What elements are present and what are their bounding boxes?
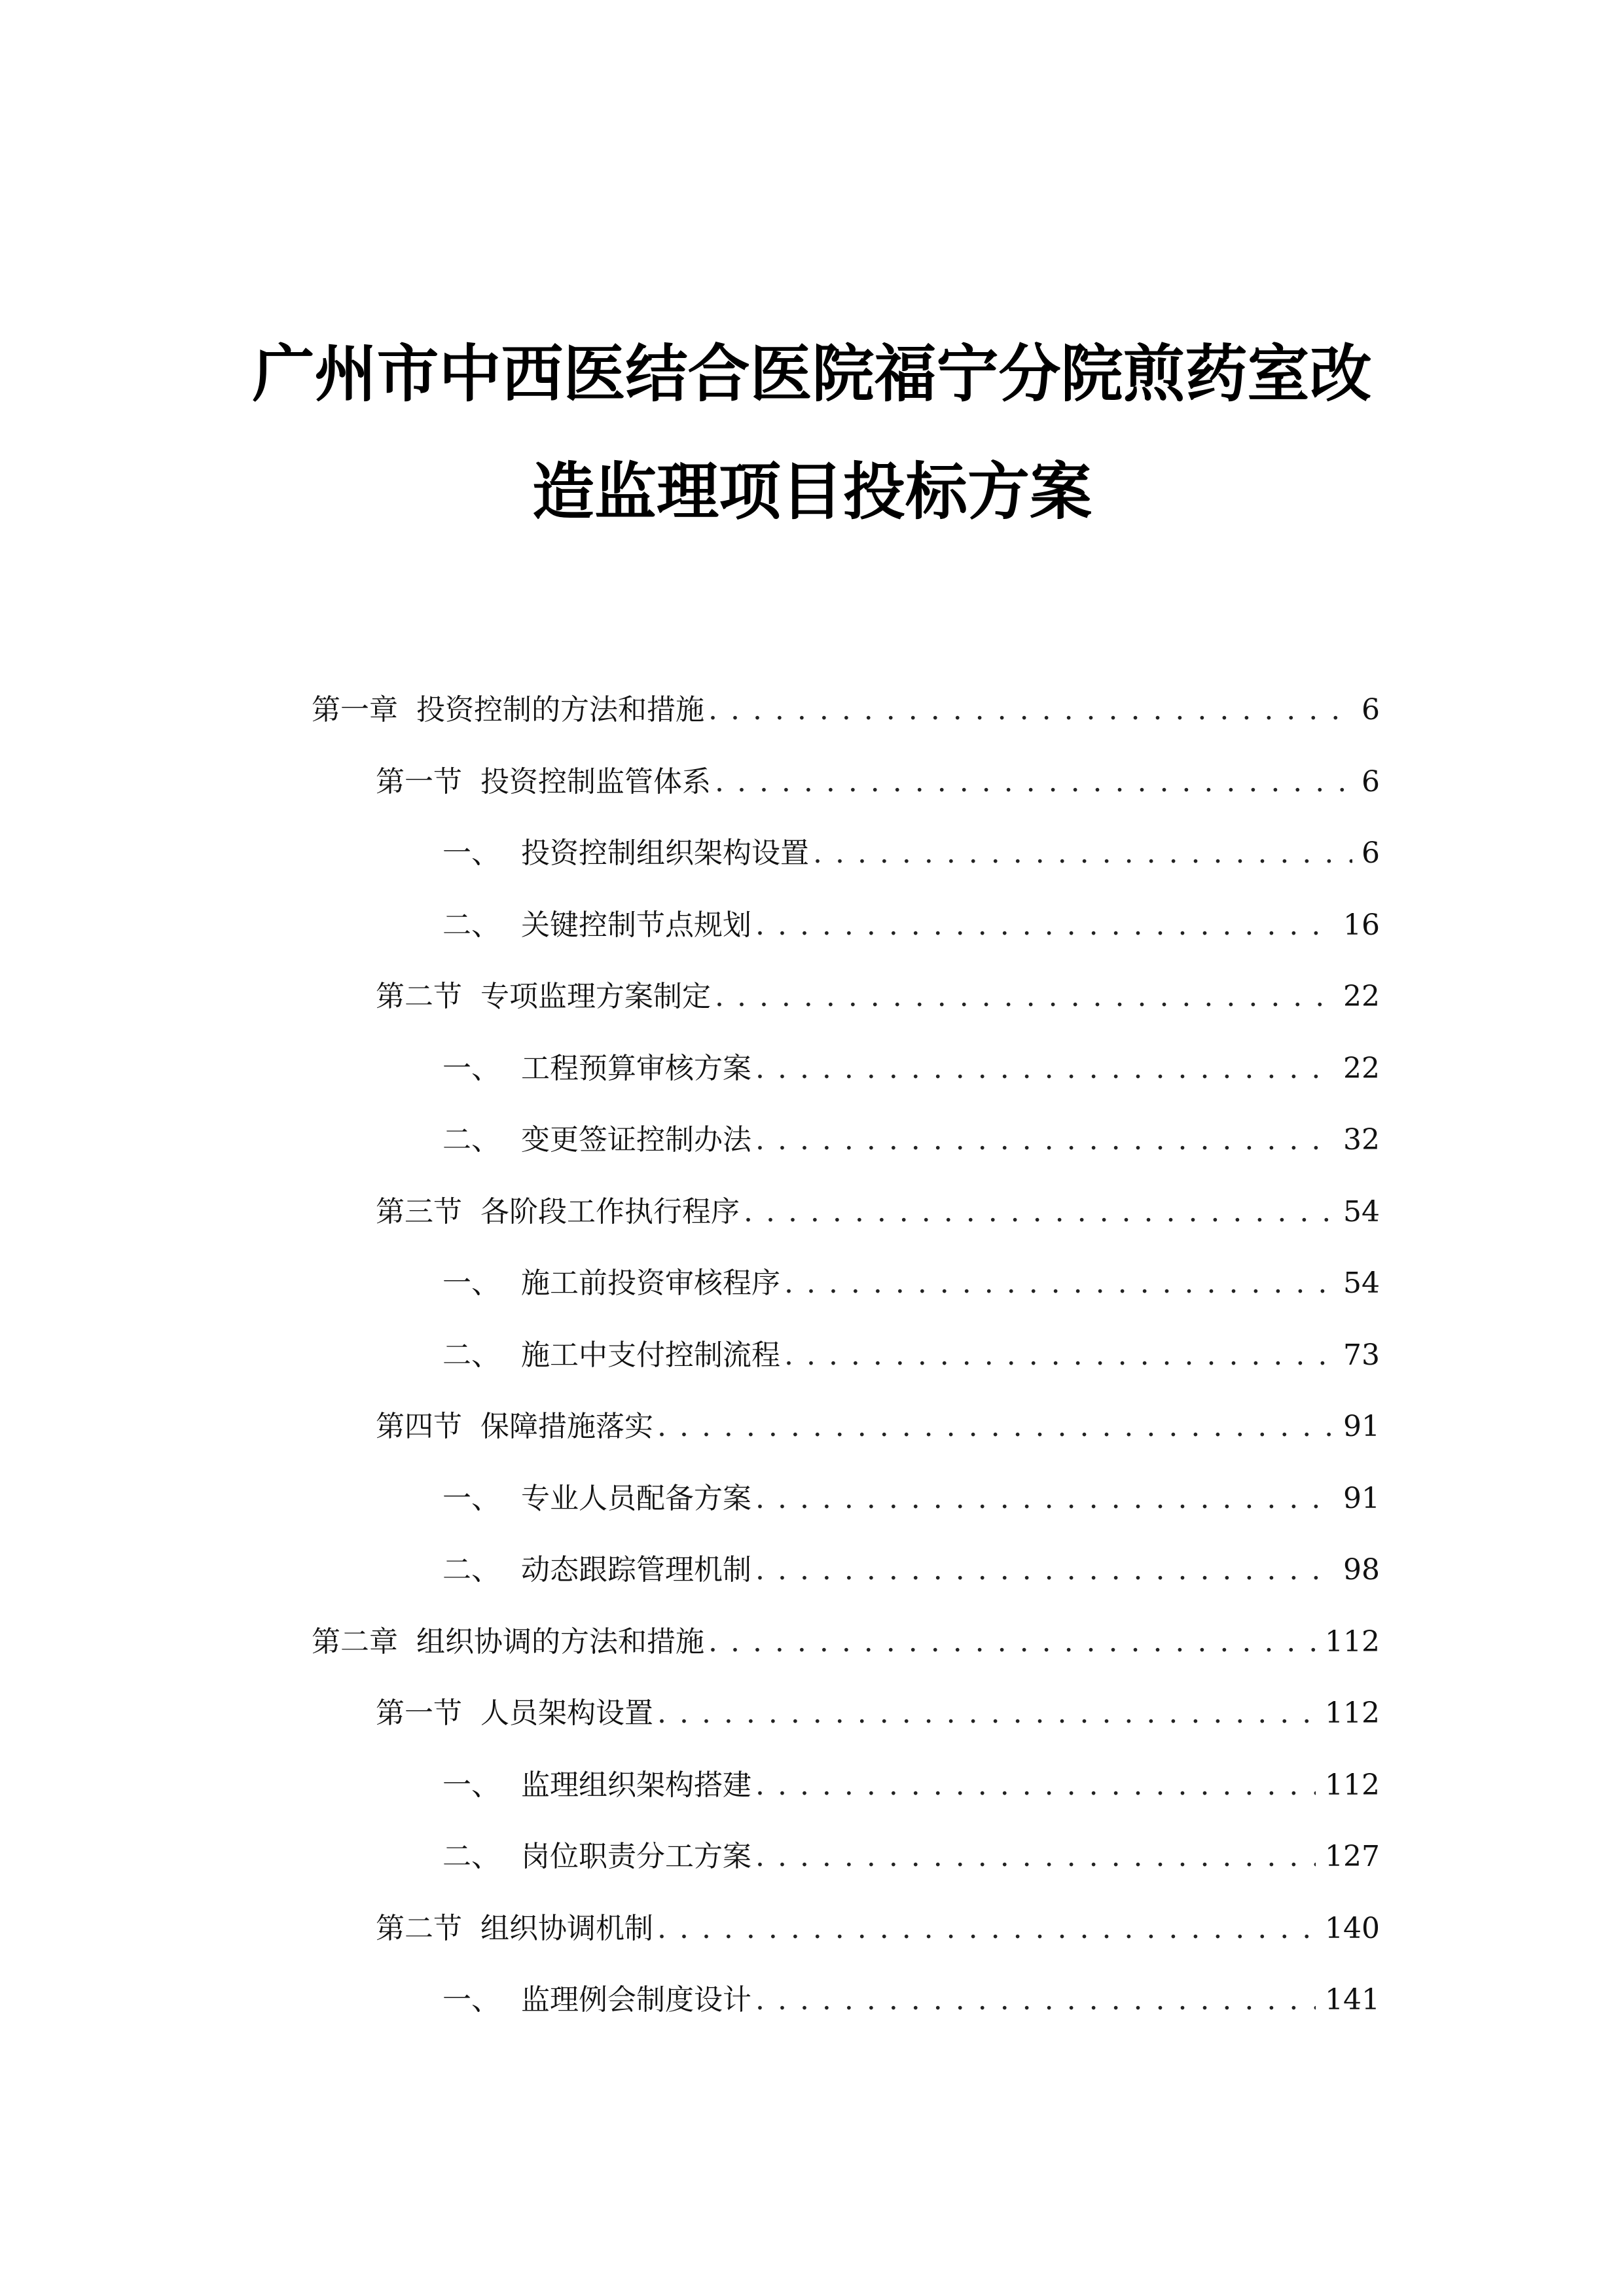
toc-entry[interactable] (442, 1763, 1380, 1808)
toc-entry-number: 二、 (442, 1123, 500, 1157)
toc-entry[interactable] (312, 687, 1380, 733)
toc-leader-dots (657, 1404, 1334, 1450)
toc-entry-label (442, 1977, 755, 2023)
toc-entry-number: 第二节 (376, 1911, 462, 1945)
toc-entry-page-number: 22 (1343, 980, 1380, 1013)
toc-entry[interactable] (376, 974, 1380, 1020)
toc-entry[interactable] (442, 1476, 1380, 1522)
toc-entry-text: 岗位职责分工方案 (521, 1840, 751, 1873)
toc-entry-number: 第二节 (376, 980, 462, 1013)
toc-entry-number: 二、 (442, 1553, 500, 1587)
toc-leader-dots (784, 1333, 1334, 1378)
toc-entry-page-number: 98 (1343, 1553, 1380, 1587)
toc-entry-text: 组织协调机制 (480, 1911, 653, 1945)
toc-leader-dots (708, 1619, 1316, 1665)
toc-leader-dots (657, 1906, 1316, 1952)
toc-leader-dots (755, 1763, 1316, 1808)
toc-entry-number: 第二章 (312, 1624, 398, 1659)
toc-entry-text: 投资控制组织架构设置 (521, 836, 809, 870)
toc-entry[interactable] (442, 1261, 1380, 1306)
toc-entry[interactable] (442, 1117, 1380, 1163)
toc-entry-page-number: 112 (1325, 1768, 1380, 1802)
toc-leader-dots (813, 831, 1352, 876)
toc-entry-label (376, 1404, 657, 1450)
toc-entry-label (312, 1619, 708, 1665)
toc-entry-text: 组织协调的方法和措施 (416, 1624, 704, 1659)
toc-leader-dots (715, 759, 1352, 805)
toc-leader-dots (755, 1547, 1334, 1593)
toc-entry-number: 第三节 (376, 1194, 462, 1229)
toc-entry-number: 第四节 (376, 1410, 462, 1443)
toc-entry-label (442, 1046, 755, 1092)
toc-entry-number: 一、 (442, 1983, 500, 2017)
toc-leader-dots (755, 1117, 1334, 1163)
toc-entry-text: 监理组织架构搭建 (521, 1768, 751, 1802)
toc-entry-label (442, 1834, 755, 1880)
toc-entry-label (442, 1261, 784, 1306)
toc-entry-number: 第一节 (376, 764, 462, 798)
toc-entry-number: 第一章 (312, 693, 398, 726)
toc-entry-page-number: 54 (1343, 1194, 1380, 1229)
toc-entry-text: 各阶段工作执行程序 (480, 1194, 740, 1229)
toc-entry-number: 二、 (442, 1840, 500, 1873)
toc-entry-page-number: 141 (1325, 1983, 1380, 2017)
document-title-line-2: 造监理项目投标方案 (532, 456, 1092, 528)
toc-entry[interactable] (376, 759, 1380, 805)
toc-entry-number: 二、 (442, 1338, 500, 1372)
toc-entry[interactable] (442, 1977, 1380, 2023)
toc-leader-dots (755, 903, 1334, 948)
toc-leader-dots (755, 1046, 1334, 1092)
toc-entry-number: 一、 (442, 836, 500, 870)
toc-entry-text: 工程预算审核方案 (521, 1051, 751, 1085)
toc-entry-number: 一、 (442, 1266, 500, 1300)
toc-entry-page-number: 112 (1325, 1624, 1380, 1659)
toc-entry-text: 施工前投资审核程序 (521, 1266, 780, 1300)
toc-leader-dots (744, 1189, 1334, 1235)
toc-entry-label (376, 759, 715, 805)
toc-leader-dots (755, 1977, 1316, 2023)
toc-entry-number: 一、 (442, 1481, 500, 1515)
toc-entry-label (376, 1906, 657, 1952)
toc-entry-label (442, 1547, 755, 1593)
toc-entry-text: 变更签证控制办法 (521, 1123, 751, 1157)
toc-entry-page-number: 6 (1362, 764, 1380, 798)
toc-entry-text: 专项监理方案制定 (480, 980, 711, 1013)
toc-leader-dots (784, 1261, 1334, 1306)
toc-leader-dots (708, 687, 1352, 733)
toc-entry-number: 二、 (442, 908, 500, 942)
toc-leader-dots (715, 974, 1334, 1020)
toc-entry-number: 一、 (442, 1768, 500, 1802)
toc-entry-number: 一、 (442, 1051, 500, 1085)
toc-entry-page-number: 127 (1325, 1840, 1380, 1873)
toc-entry-page-number: 73 (1343, 1338, 1380, 1372)
toc-entry-number: 第一节 (376, 1696, 462, 1730)
toc-entry-label (442, 903, 755, 948)
toc-entry-page-number: 112 (1325, 1696, 1380, 1730)
toc-entry-page-number: 6 (1362, 836, 1380, 870)
toc-entry-label (442, 1476, 755, 1522)
toc-entry-text: 投资控制的方法和措施 (416, 693, 704, 726)
toc-entry-text: 监理例会制度设计 (521, 1983, 751, 2017)
toc-entry-label (442, 1763, 755, 1808)
toc-entry-text: 人员架构设置 (480, 1696, 653, 1730)
toc-entry-text: 保障措施落实 (480, 1410, 653, 1443)
toc-leader-dots (657, 1691, 1316, 1736)
toc-entry[interactable] (376, 1404, 1380, 1450)
toc-entry-label (312, 687, 708, 733)
toc-entry[interactable] (376, 1691, 1380, 1736)
toc-entry-page-number: 91 (1343, 1481, 1380, 1515)
toc-entry-label (376, 1691, 657, 1736)
toc-entry-text: 专业人员配备方案 (521, 1481, 751, 1515)
toc-entry-label (376, 974, 715, 1020)
toc-entry[interactable] (442, 831, 1380, 876)
toc-leader-dots (755, 1834, 1316, 1880)
toc-entry-label (442, 831, 813, 876)
toc-entry[interactable] (442, 1333, 1380, 1378)
document-title-line-1: 广州市中西医结合医院福宁分院煎药室改 (252, 338, 1372, 410)
toc-entry-page-number: 6 (1362, 693, 1380, 726)
toc-entry-text: 动态跟踪管理机制 (521, 1553, 751, 1587)
toc-entry-page-number: 16 (1343, 908, 1380, 942)
toc-entry-page-number: 22 (1343, 1051, 1380, 1085)
toc-entry-page-number: 140 (1325, 1911, 1380, 1945)
toc-entry-page-number: 54 (1343, 1266, 1380, 1300)
toc-entry[interactable] (312, 1619, 1380, 1665)
toc-entry-label (442, 1333, 784, 1378)
toc-entry-text: 施工中支付控制流程 (521, 1338, 780, 1372)
toc-entry[interactable] (376, 1906, 1380, 1952)
toc-entry-page-number: 32 (1343, 1123, 1380, 1157)
toc-leader-dots (755, 1476, 1334, 1522)
toc-entry[interactable] (442, 1547, 1380, 1593)
toc-entry-label (442, 1117, 755, 1163)
toc-entry-label (376, 1189, 744, 1235)
toc-entry[interactable] (442, 903, 1380, 948)
toc-entry-text: 投资控制监管体系 (480, 764, 711, 798)
toc-entry-page-number: 91 (1343, 1410, 1380, 1443)
toc-entry-text: 关键控制节点规划 (521, 908, 751, 942)
toc-entry[interactable] (442, 1046, 1380, 1092)
toc-entry[interactable] (442, 1834, 1380, 1880)
toc-entry[interactable] (376, 1189, 1380, 1235)
